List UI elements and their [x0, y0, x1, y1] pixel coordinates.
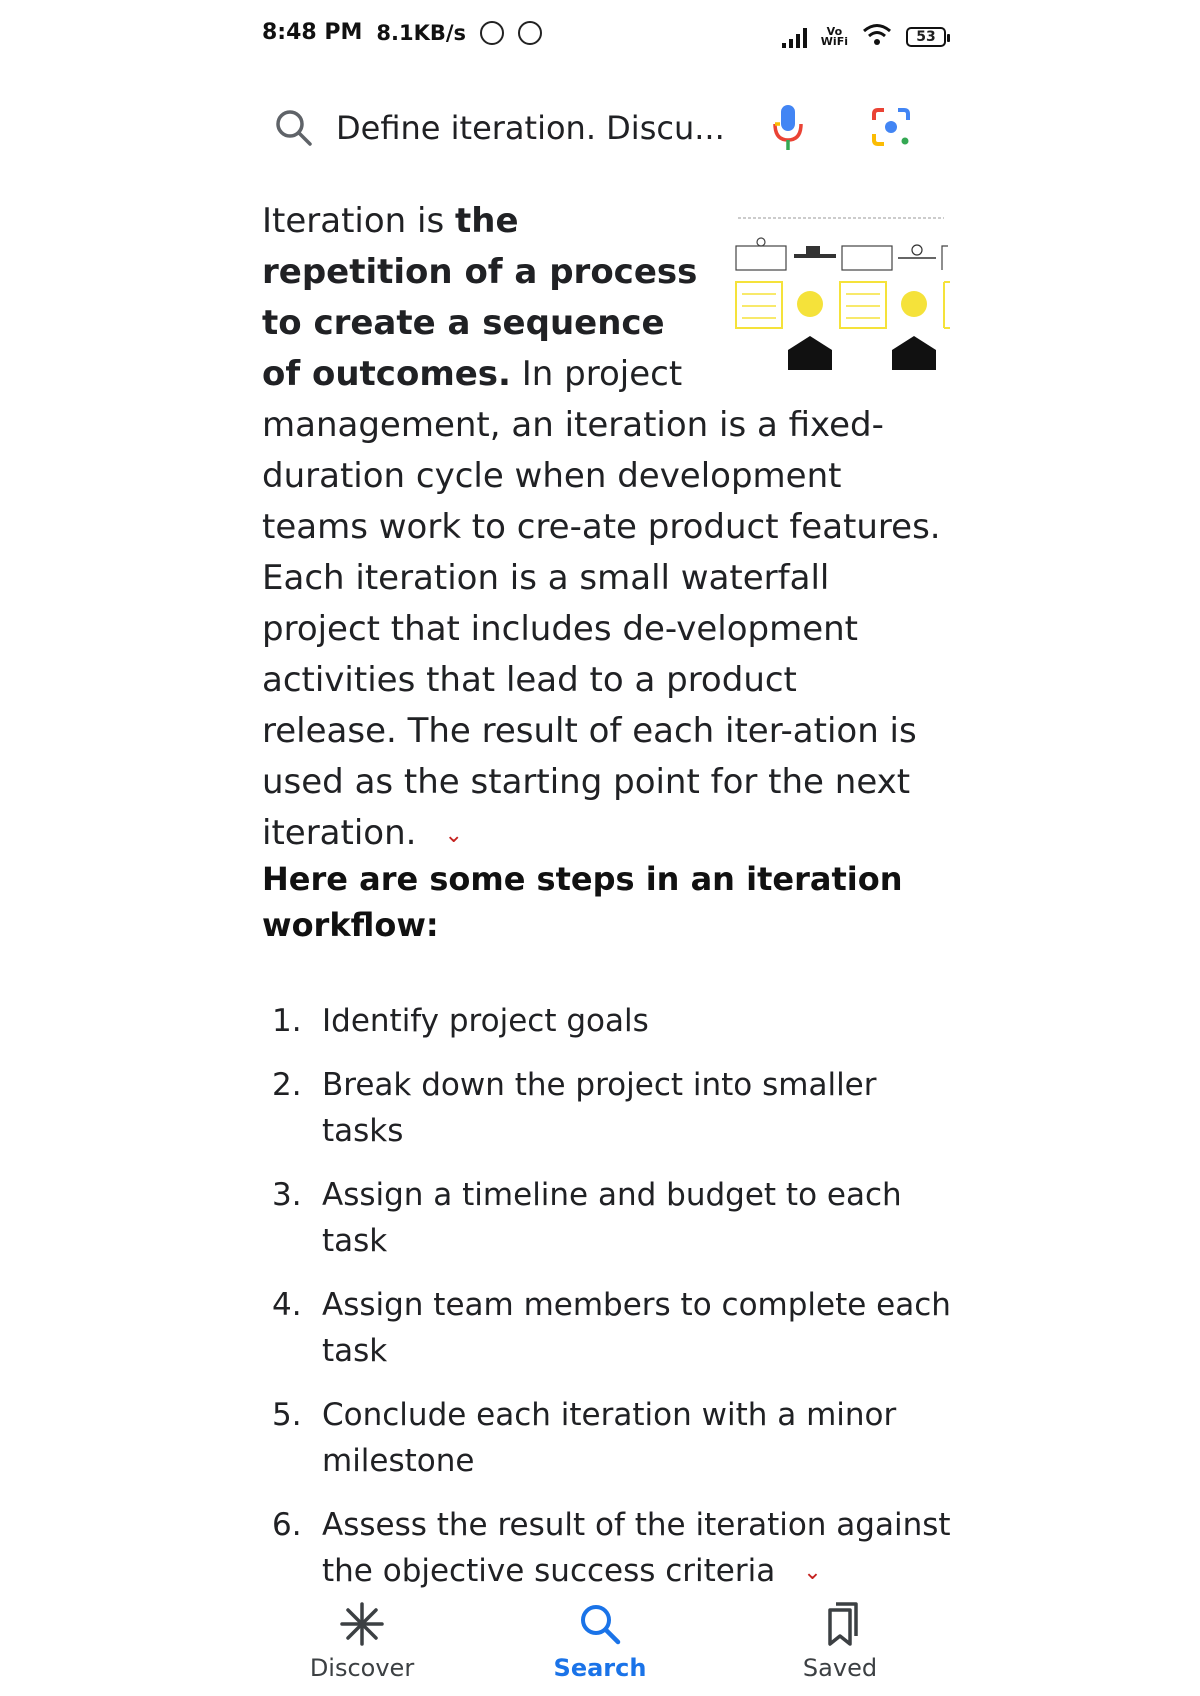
answer-highlight: the repetition of a process to create a sequence of outcomes.: [262, 201, 698, 394]
steps-list: [262, 998, 962, 1616]
google-lens-icon[interactable]: [868, 104, 914, 150]
steps-expand-chevron-icon[interactable]: ⌄: [803, 1560, 822, 1585]
answer-section: [262, 196, 942, 863]
list-item: 3. Assign a timeline and budget to each task: [272, 1177, 902, 1259]
search-icon: [270, 104, 318, 152]
list-item: 4. Assign team members to complete each task: [272, 1287, 951, 1369]
battery-icon: 53: [906, 27, 946, 47]
nav-search[interactable]: [510, 1598, 690, 1682]
wifi-icon: [862, 22, 892, 52]
bottom-nav: [0, 1590, 1200, 1696]
microphone-icon[interactable]: [768, 102, 808, 154]
answer-body: In project management, an iteration is a fixed-duration cycle when development teams work to cre-ate product features. Each iteration is a small waterfall project that includes de-velopment activities that lead to a product release. The result of each iter-ation is used as the starting point for the next iteration.: [262, 354, 941, 853]
list-item: 2. Break down the project into smaller tasks: [272, 1067, 877, 1149]
search-icon: [574, 1598, 626, 1650]
expand-chevron-icon[interactable]: ⌄: [444, 823, 463, 848]
search-bar[interactable]: [270, 98, 930, 158]
search-query[interactable]: Define iteration. Discu...: [336, 109, 725, 147]
nav-saved-label: Saved: [802, 1654, 878, 1682]
list-item: 6. Assess the result of the iteration against the objective success criteria ⌄: [262, 1502, 962, 1598]
bookmarks-icon: [814, 1598, 866, 1650]
nav-discover[interactable]: [272, 1598, 452, 1682]
list-item: 5. Conclude each iteration with a minor milestone: [272, 1397, 897, 1479]
status-bar: [0, 0, 1200, 72]
status-time: 8:48 PM: [262, 20, 363, 45]
iteration-diagram-thumbnail[interactable]: [730, 210, 952, 388]
asterisk-icon: [336, 1598, 388, 1650]
nav-search-label: Search: [553, 1654, 647, 1682]
answer-lead: Iteration is: [262, 201, 455, 241]
alarm-icon: [480, 21, 504, 45]
nav-discover-label: Discover: [309, 1654, 415, 1682]
steps-heading: Here are some steps in an iteration workflow:: [262, 860, 903, 944]
signal-icon: [782, 26, 807, 48]
status-right: [782, 22, 946, 52]
nav-saved[interactable]: [750, 1598, 930, 1682]
vowifi-icon: Vo WiFi: [820, 25, 848, 48]
whatsapp-icon: [518, 21, 542, 45]
status-left: [262, 20, 542, 45]
status-network-speed: 8.1KB/s: [376, 20, 467, 45]
list-item: 1. Identify project goals: [272, 1003, 649, 1039]
